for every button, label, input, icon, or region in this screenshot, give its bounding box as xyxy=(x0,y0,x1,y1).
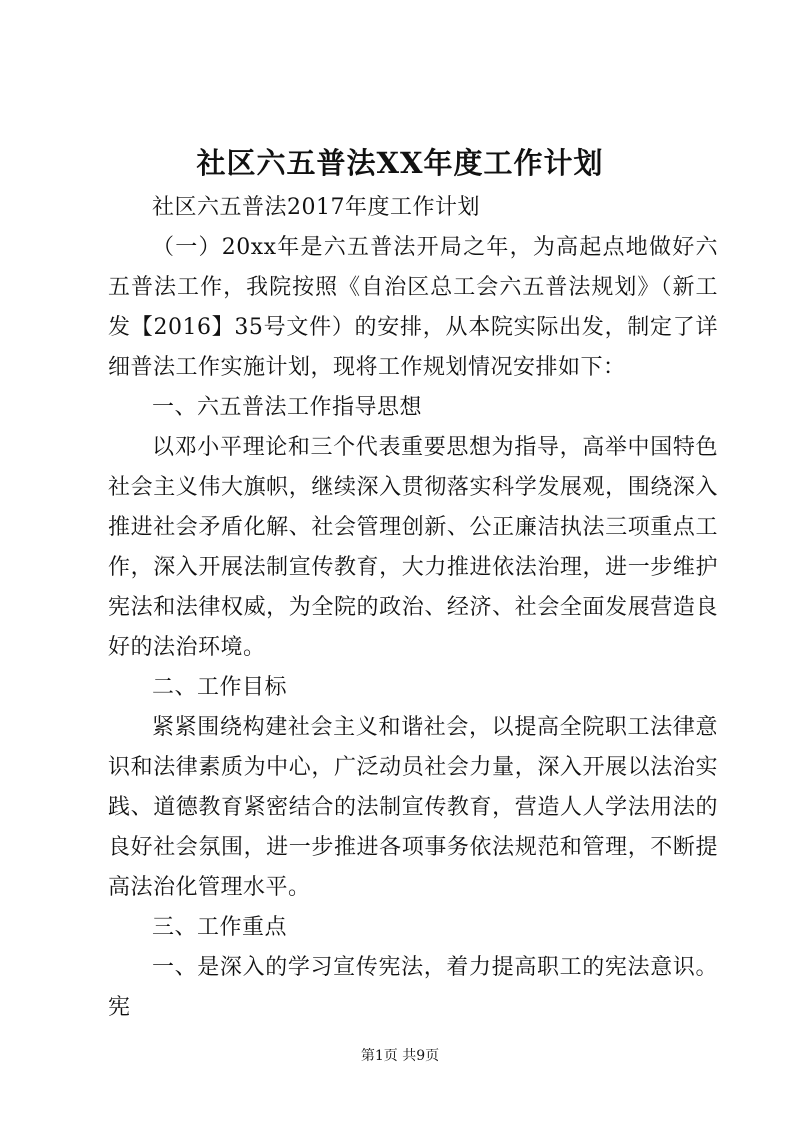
paragraph-guiding-ideology: 以邓小平理论和三个代表重要思想为指导，高举中国特色社会主义伟大旗帜，继续深入贯彻落实科学发展观，围绕深入推进社会矛盾化解、社会管理创新、公正廉洁执法三项重点工作，深入开展法制宣传教育，大力推进依法治理，进一步维护宪法和法律权威，为全院的政治、经济、社会全面发展营造良好的法治环境。 xyxy=(108,435,718,660)
section-heading-guiding-ideology: 一、六五普法工作指导思想 xyxy=(152,395,423,420)
paragraph-work-goals: 紧紧围绕构建社会主义和谐社会，以提高全院职工法律意识和法律素质为中心，广泛动员社会力量，深入开展以法治实践、道德教育紧密结合的法制宣传教育，营造人人学法用法的良好社会氛围，进一步推进各项事务依法规范和管理，不断提高法治化管理水平。 xyxy=(108,715,718,900)
page-number-footer: 第1页 共9页 xyxy=(360,1048,440,1064)
document-body xyxy=(108,188,718,1028)
paragraph-work-focus-1: 一、是深入的学习宣传宪法，着力提高职工的宪法意识。宪 xyxy=(108,955,718,1020)
paragraph-subtitle: 社区六五普法2017年度工作计划 xyxy=(152,195,480,220)
paragraph-intro: （一）20xx年是六五普法开局之年，为高起点地做好六五普法工作，我院按照《自治区总工会六五普法规划》（新工发【2016】35号文件）的安排，从本院实际出发，制定了详细普法工作实施计划，现将工作规划情况安排如下： xyxy=(108,235,718,380)
section-heading-work-focus: 三、工作重点 xyxy=(152,915,288,940)
document-title: 社区六五普法XX年度工作计划 xyxy=(196,146,604,180)
section-heading-work-goals: 二、工作目标 xyxy=(152,675,288,700)
